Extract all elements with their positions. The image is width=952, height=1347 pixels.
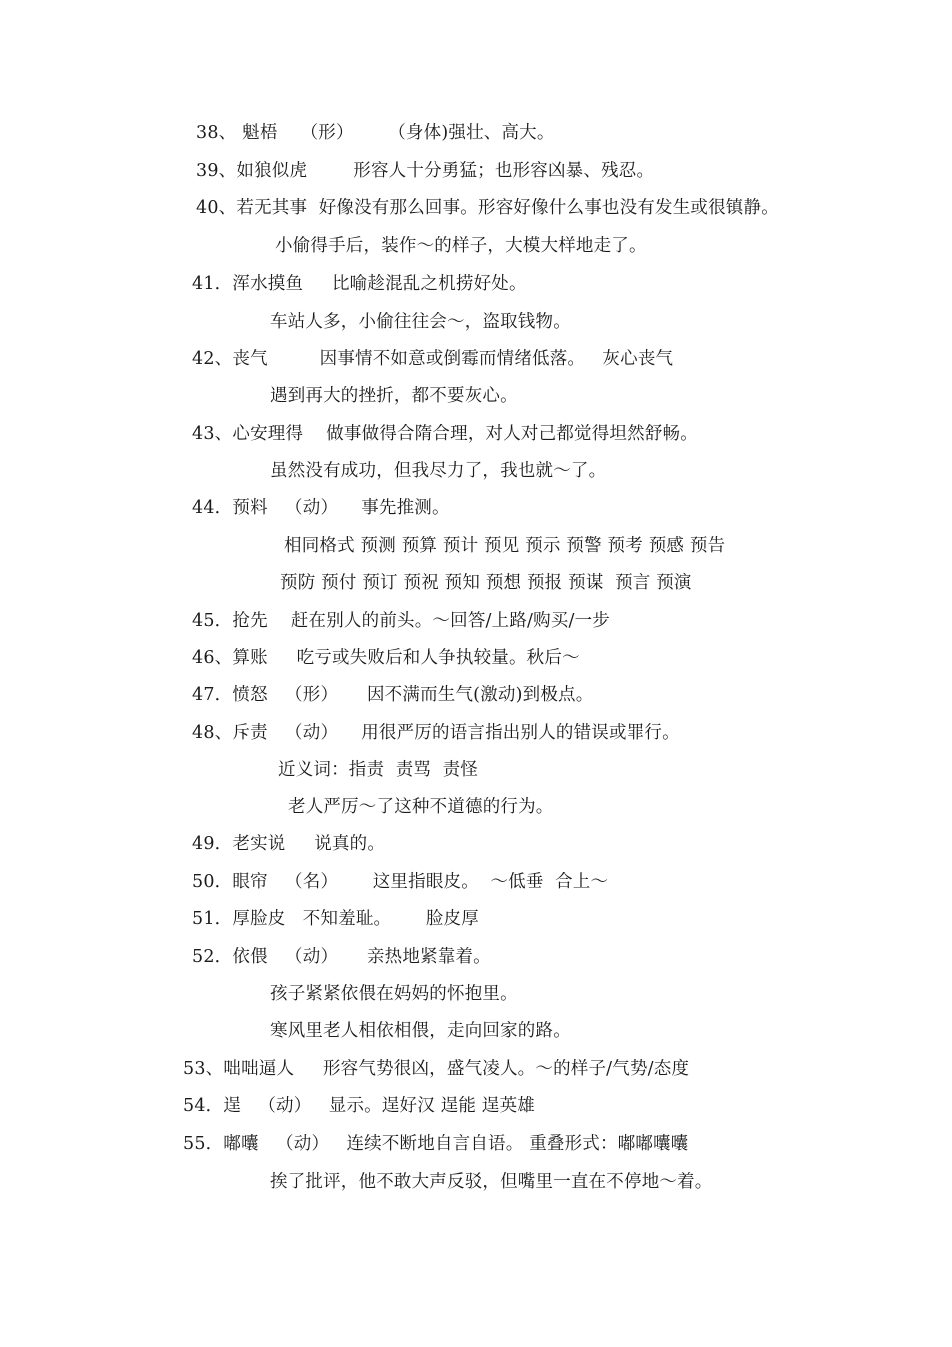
entry-53: 53、咄咄逼人 形容气势很凶，盛气凌人。～的样子/气势/态度 <box>183 1059 690 1079</box>
entry-38: 38、 魁梧 （形） （身体)强壮、高大。 <box>196 123 555 143</box>
entry-54: 54．逞 （动） 显示。逞好汉 逞能 逞英雄 <box>183 1096 535 1116</box>
entry-47: 47．愤怒 （形） 因不满而生气(激动)到极点。 <box>192 685 594 705</box>
entry-51: 51．厚脸皮 不知羞耻。 脸皮厚 <box>192 909 479 929</box>
entry-44-formats-2: 预防 预付 预订 预祝 预知 预想 预报 预谋 预言 预演 <box>280 573 692 593</box>
entry-50: 50．眼帘 （名） 这里指眼皮。 ～低垂 合上～ <box>192 872 609 892</box>
entry-44-formats-1: 相同格式 预测 预算 预计 预见 预示 预警 预考 预感 预告 <box>284 536 726 556</box>
entry-55-example: 挨了批评，他不敢大声反驳，但嘴里一直在不停地～着。 <box>270 1172 713 1192</box>
entry-55: 55．嘟囔 （动） 连续不断地自言自语。 重叠形式：嘟嘟囔囔 <box>183 1134 689 1154</box>
entry-42-example: 遇到再大的挫折，都不要灰心。 <box>270 386 518 406</box>
entry-49: 49．老实说 说真的。 <box>192 834 386 854</box>
entry-48-synonyms: 近义词：指责 责骂 责怪 <box>278 760 479 780</box>
entry-44: 44．预料 （动） 事先推测。 <box>192 498 450 518</box>
entry-40-example: 小偷得手后，装作～的样子，大模大样地走了。 <box>275 236 647 256</box>
entry-45: 45．抢先 赶在别人的前头。～回答/上路/购买/一步 <box>192 611 611 631</box>
entry-52-example-2: 寒风里老人相依相偎，走向回家的路。 <box>270 1021 571 1041</box>
entry-42: 42、丧气 因事情不如意或倒霉而情绪低落。 灰心丧气 <box>192 349 674 369</box>
entry-41: 41．浑水摸鱼 比喻趁混乱之机捞好处。 <box>192 274 527 294</box>
entry-48: 48、斥责 （动） 用很严厉的语言指出别人的错误或罪行。 <box>192 723 680 743</box>
entry-43: 43、心安理得 做事做得合隋合理，对人对己都觉得坦然舒畅。 <box>192 424 698 444</box>
entry-52: 52．依偎 （动） 亲热地紧靠着。 <box>192 947 491 967</box>
entry-48-example: 老人严厉～了这种不道德的行为。 <box>288 797 554 817</box>
entry-52-example-1: 孩子紧紧依偎在妈妈的怀抱里。 <box>270 984 518 1004</box>
entry-41-example: 车站人多，小偷往往会～，盗取钱物。 <box>270 312 571 332</box>
entry-39: 39、如狼似虎 形容人十分勇猛；也形容凶暴、残忍。 <box>196 161 655 181</box>
entry-40: 40、若无其事 好像没有那么回事。形容好像什么事也没有发生或很镇静。 <box>196 198 779 218</box>
entry-43-example: 虽然没有成功，但我尽力了，我也就～了。 <box>270 461 607 481</box>
entry-46: 46、算账 吃亏或失败后和人争执较量。秋后～ <box>192 648 580 668</box>
